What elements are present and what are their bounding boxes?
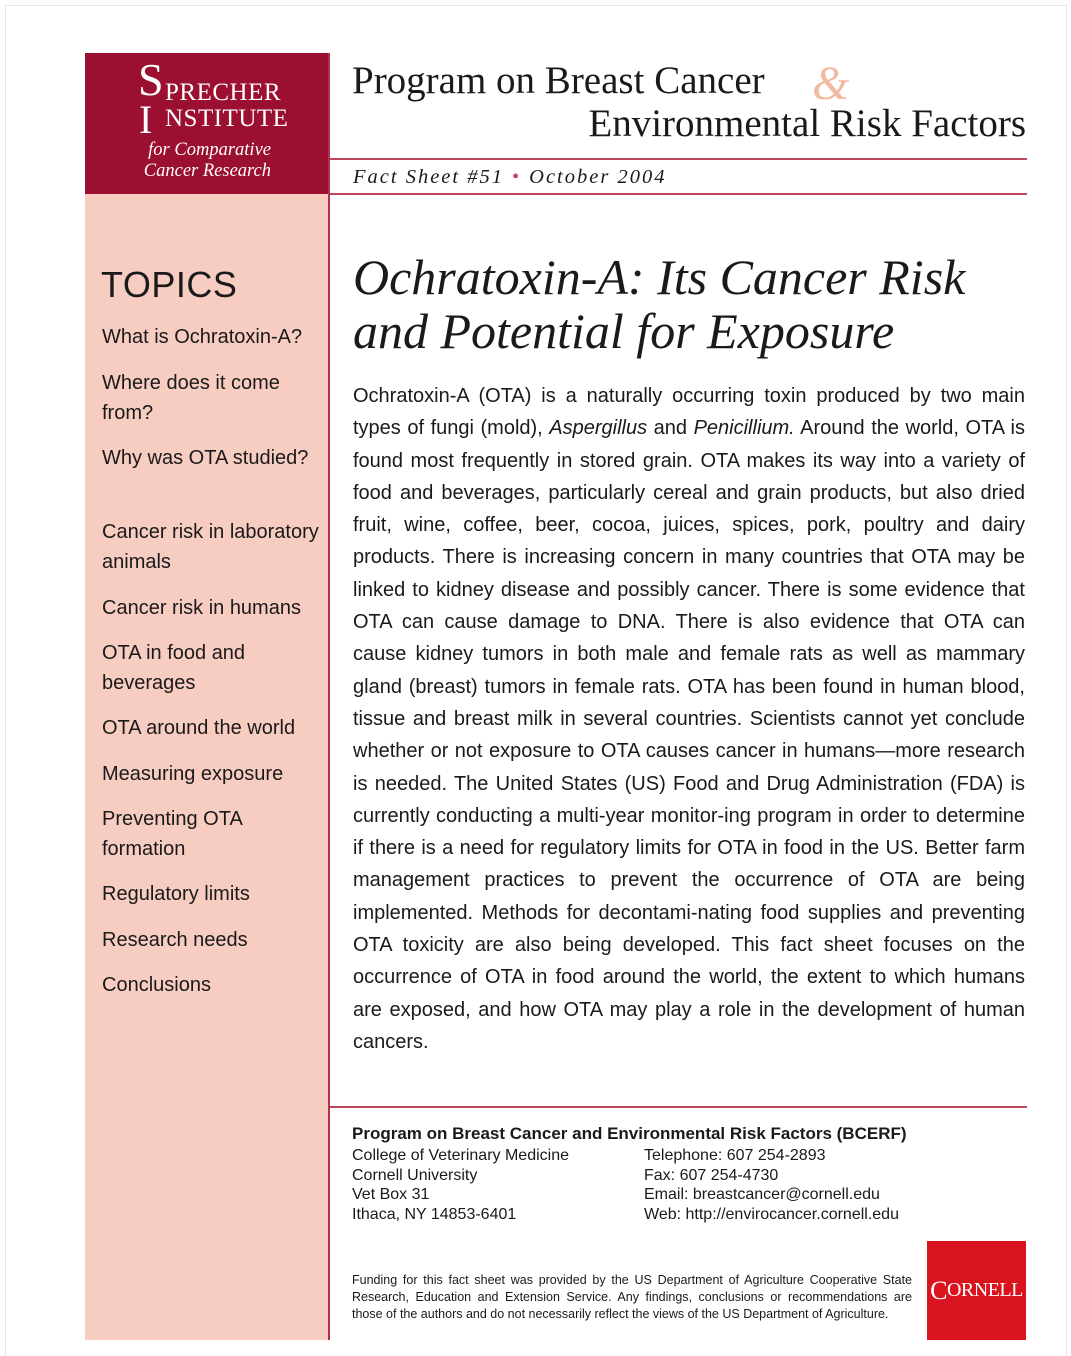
ampersand-ornament: & bbox=[812, 57, 850, 110]
article-title-line2: and Potential for Exposure bbox=[353, 303, 895, 359]
logo-subtitle-line2: Cancer Research bbox=[143, 161, 271, 181]
mailing-address bbox=[352, 1146, 569, 1224]
program-title-line2: Environmental Risk Factors bbox=[588, 102, 1026, 145]
body-penicillium: Penicillium. bbox=[693, 417, 795, 440]
topic-what-is-ota[interactable]: What is Ochratoxin-A? bbox=[102, 326, 303, 348]
body-text-rest: Around the world, OTA is found most frequently in stored grain. OTA makes its way into a variety of food and beverages, particularly cereal and grain products, but also dried fruit, wine, coffee, beer, cocoa, juices, spices, pork, poultry and dairy products. There is increasing concern in many countries that OTA may be linked to kidney disease and possibly cancer. There is some evidence that OTA can cause damage to DNA. There is also evidence that OTA can cause kidney tumors in both male and female rats as well as mammary gland (breast) tumors in female rats. OTA has been found in human blood, tissue and breast milk in several countries. Scientists cannot yet conclude whether or not exposure to OTA causes cancer in humans—more research is needed. The United States (US) Food and Drug Administration (FDA) is currently conducting a multi-year monitor-ing program in order to determine if there is a need for regulatory limits for OTA in food in the US. Better farm management practices to prevent the occurrence of OTA are being implemented. Methods for decontami-nating food supplies and preventing OTA toxicity are also being developed. This fact sheet focuses on the occurrence of OTA in food around the world, the extent to which humans are exposed, and how OTA may play a role in the development of human cancers. bbox=[353, 417, 1025, 1053]
article-body bbox=[353, 380, 1025, 1058]
column-divider bbox=[328, 53, 330, 1340]
fax: Fax: 607 254-4730 bbox=[644, 1166, 779, 1184]
address-line: Ithaca, NY 14853-6401 bbox=[352, 1205, 517, 1223]
cornell-initial: C bbox=[930, 1275, 947, 1305]
header-rule-bottom bbox=[330, 193, 1027, 195]
cornell-word: ORNELL bbox=[946, 1279, 1023, 1301]
article-title bbox=[353, 250, 1033, 358]
topic-research-needs[interactable]: Research needs bbox=[102, 929, 248, 951]
topic-preventing-ota[interactable]: Preventing OTA formation bbox=[102, 808, 242, 860]
bcerf-org-name: Program on Breast Cancer and Environmental Risk Factors (BCERF) bbox=[352, 1124, 907, 1143]
address-line: College of Veterinary Medicine bbox=[352, 1147, 570, 1164]
topic-cancer-risk-animals[interactable]: Cancer risk in laboratory animals bbox=[102, 521, 319, 573]
body-and: and bbox=[647, 417, 694, 440]
topic-where-from[interactable]: Where does it come from? bbox=[102, 372, 280, 424]
topic-cancer-risk-humans[interactable]: Cancer risk in humans bbox=[102, 597, 301, 619]
email-link[interactable]: Email: breastcancer@cornell.edu bbox=[644, 1186, 880, 1203]
body-aspergillus: Aspergillus bbox=[549, 417, 648, 440]
body-text-start: Ochratoxin-A (OTA) is a naturally occurring toxin produced by two main types of fungi (mold), bbox=[353, 385, 1025, 440]
topic-ota-around-world[interactable]: OTA around the world bbox=[102, 717, 296, 739]
topic-measuring-exposure[interactable]: Measuring exposure bbox=[102, 763, 284, 785]
fact-sheet-number: Fact Sheet #51 bbox=[353, 166, 504, 188]
program-title-line1: Program on Breast Cancer bbox=[352, 59, 765, 102]
address-line: Cornell University bbox=[352, 1166, 478, 1184]
topic-why-studied[interactable]: Why was OTA studied? bbox=[102, 447, 309, 469]
fact-sheet-info bbox=[353, 166, 666, 189]
footer-rule bbox=[330, 1106, 1027, 1108]
logo-subtitle-line1: for Comparative bbox=[148, 140, 271, 160]
topic-conclusions[interactable]: Conclusions bbox=[102, 974, 211, 996]
topics-heading: TOPICS bbox=[101, 264, 238, 305]
bullet-separator: • bbox=[511, 166, 522, 188]
topic-ota-food-beverages[interactable]: OTA in food and beverages bbox=[102, 642, 246, 694]
header-rule-top bbox=[330, 158, 1027, 160]
logo-initial-i: I bbox=[139, 97, 153, 142]
logo-word-institute: NSTITUTE bbox=[165, 105, 289, 132]
topics-sidebar bbox=[85, 194, 328, 1340]
logo-word-sprecher: PRECHER bbox=[165, 79, 282, 106]
telephone: Telephone: 607 254-2893 bbox=[644, 1147, 826, 1164]
fact-sheet-date: October 2004 bbox=[529, 166, 667, 188]
article-title-line1: Ochratoxin-A: Its Cancer Risk bbox=[353, 249, 966, 305]
cornell-logo bbox=[927, 1241, 1026, 1340]
sprecher-institute-logo bbox=[85, 53, 328, 194]
topic-regulatory-limits[interactable]: Regulatory limits bbox=[102, 883, 250, 905]
contact-info bbox=[644, 1146, 899, 1224]
funding-statement: Funding for this fact sheet was provided by the US Department of Agriculture Cooperative State Research, Education and Extension Service. Any findings, conclusions or recommendations are those of the authors and do not necessarily reflect the views of the US Department of Agriculture. bbox=[352, 1273, 912, 1321]
address-line: Vet Box 31 bbox=[352, 1186, 430, 1203]
web-link[interactable]: Web: http://envirocancer.cornell.edu bbox=[644, 1205, 899, 1223]
logo-initial-s: S bbox=[138, 54, 164, 105]
